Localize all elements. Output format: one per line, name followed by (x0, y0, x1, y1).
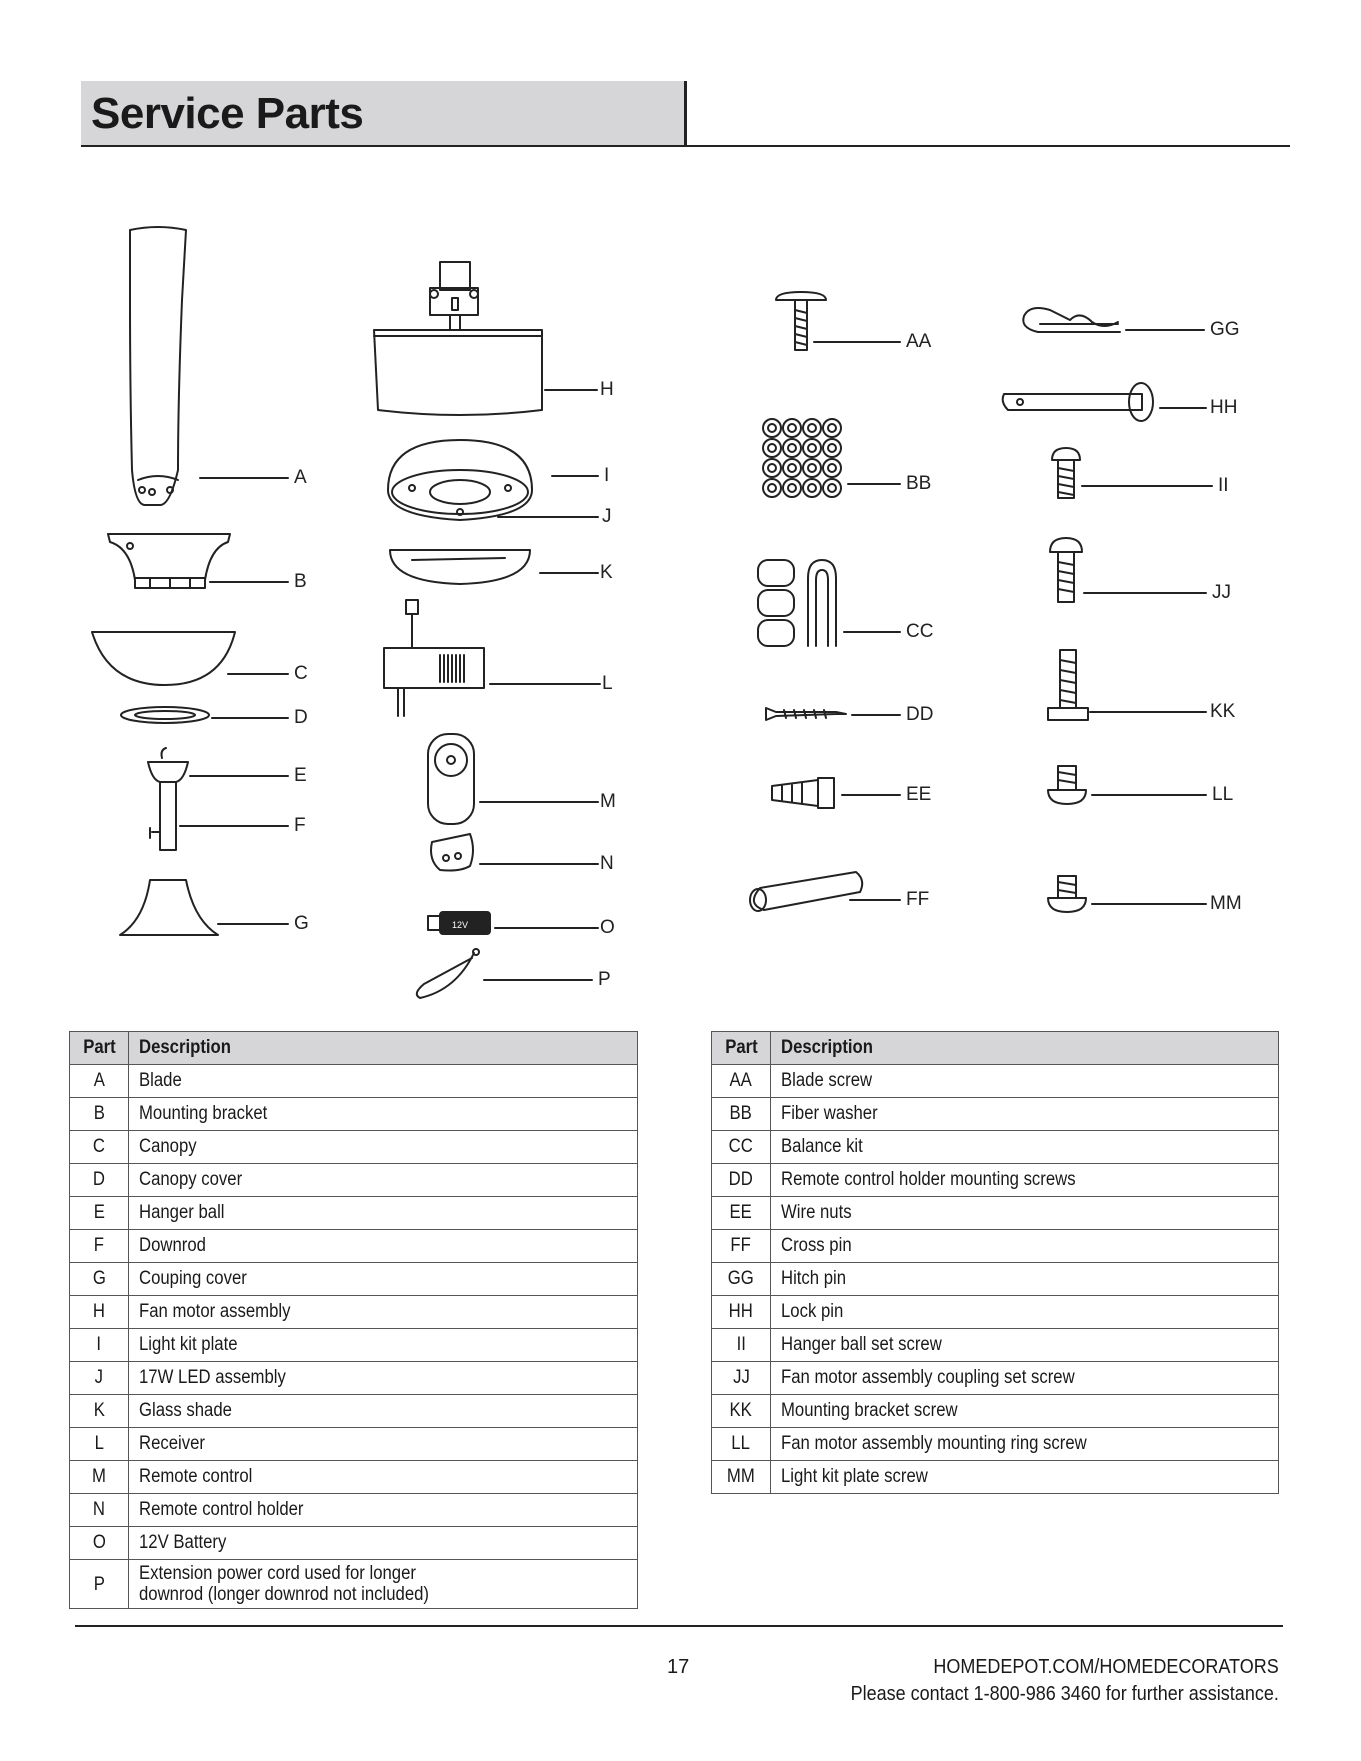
page-title: Service Parts (91, 89, 364, 138)
part-description: Canopy (129, 1131, 638, 1164)
part-code: C (70, 1131, 129, 1164)
part-description: Glass shade (129, 1395, 638, 1428)
part-code: DD (712, 1164, 771, 1197)
callout-f: F (294, 815, 306, 836)
callout-gg: GG (1210, 319, 1240, 340)
table-row (70, 1428, 638, 1461)
table-row (70, 1395, 638, 1428)
part-description: Lock pin (771, 1296, 1279, 1329)
part-description: Remote control holder mounting screws (771, 1164, 1279, 1197)
part-code: KK (712, 1395, 771, 1428)
part-description: Hanger ball set screw (771, 1329, 1279, 1362)
table-row (712, 1098, 1279, 1131)
part-description: Fan motor assembly coupling set screw (771, 1362, 1279, 1395)
part-description: Blade screw (771, 1065, 1279, 1098)
coupling-screw-drawing (1050, 538, 1082, 602)
table-row (70, 1329, 638, 1362)
table-row (712, 1296, 1279, 1329)
callout-b: B (294, 571, 307, 592)
table-row (70, 1131, 638, 1164)
part-code: JJ (712, 1362, 771, 1395)
part-code: D (70, 1164, 129, 1197)
part-code: A (70, 1065, 129, 1098)
table-row (70, 1164, 638, 1197)
table-row (70, 1560, 638, 1609)
part-description: Fiber washer (771, 1098, 1279, 1131)
callout-a: A (294, 467, 307, 488)
part-code: F (70, 1230, 129, 1263)
part-code: FF (712, 1230, 771, 1263)
parts-table-left (69, 1031, 638, 1609)
downrod-drawing (148, 748, 188, 850)
part-description: Remote control holder (129, 1494, 638, 1527)
part-description: Couping cover (129, 1263, 638, 1296)
wire-nut-drawing (772, 778, 834, 808)
table-row (712, 1428, 1279, 1461)
part-code: BB (712, 1098, 771, 1131)
callout-o: O (600, 917, 615, 938)
part-code: AA (712, 1065, 771, 1098)
light-kit-plate-drawing (388, 440, 532, 520)
part-code: II (712, 1329, 771, 1362)
callout-d: D (294, 707, 308, 728)
part-description: Mounting bracket screw (771, 1395, 1279, 1428)
remote-holder-drawing (431, 834, 473, 871)
part-description: Extension power cord used for longer downrod (longer downrod not included) (129, 1560, 638, 1609)
part-description: Receiver (129, 1428, 638, 1461)
callout-ee: EE (906, 784, 932, 805)
table-row (712, 1461, 1279, 1494)
table-row (712, 1329, 1279, 1362)
callout-p: P (598, 969, 611, 990)
part-code: K (70, 1395, 129, 1428)
set-screw-drawing (1052, 448, 1080, 498)
part-description: Fan motor assembly (129, 1296, 638, 1329)
callout-i: I (604, 465, 610, 486)
part-code: B (70, 1098, 129, 1131)
callout-hh: HH (1210, 397, 1238, 418)
part-code: HH (712, 1296, 771, 1329)
part-description: Light kit plate (129, 1329, 638, 1362)
part-column-header: Part (70, 1032, 129, 1065)
part-code: LL (712, 1428, 771, 1461)
bracket-screw-drawing (1048, 650, 1088, 720)
fiber-washer-drawing (763, 419, 841, 497)
cross-pin-drawing (750, 872, 862, 911)
callout-kk: KK (1210, 701, 1236, 722)
plate-screw-drawing (1048, 876, 1086, 912)
callout-j: J (602, 506, 612, 527)
part-description: Fan motor assembly mounting ring screw (771, 1428, 1279, 1461)
hitch-pin-drawing (1023, 308, 1120, 332)
part-code: CC (712, 1131, 771, 1164)
callout-n: N (600, 853, 614, 874)
callout-cc: CC (906, 621, 934, 642)
table-row (70, 1494, 638, 1527)
part-code: G (70, 1263, 129, 1296)
coupling-cover-drawing (120, 880, 218, 935)
callout-m: M (600, 791, 616, 812)
part-code: MM (712, 1461, 771, 1494)
part-description: Remote control (129, 1461, 638, 1494)
page-number: 17 (667, 1656, 690, 1678)
table-row (712, 1065, 1279, 1098)
part-description: Downrod (129, 1230, 638, 1263)
description-column-header: Description (771, 1032, 1279, 1065)
table-row (70, 1296, 638, 1329)
part-description: Blade (129, 1065, 638, 1098)
table-row (712, 1395, 1279, 1428)
part-description: 17W LED assembly (129, 1362, 638, 1395)
callout-mm: MM (1210, 893, 1242, 914)
callout-jj: JJ (1212, 582, 1231, 603)
receiver-drawing (384, 600, 484, 716)
glass-shade-drawing (390, 550, 530, 584)
table-row (70, 1263, 638, 1296)
part-code: M (70, 1461, 129, 1494)
part-description: Hanger ball (129, 1197, 638, 1230)
callout-k: K (600, 562, 613, 583)
lock-pin-drawing (1003, 383, 1153, 421)
table-header-row (70, 1032, 638, 1065)
callout-g: G (294, 913, 309, 934)
callout-l: L (602, 673, 613, 694)
table-row (712, 1362, 1279, 1395)
table-row (712, 1164, 1279, 1197)
remote-control-drawing (428, 734, 474, 824)
part-description: Cross pin (771, 1230, 1279, 1263)
part-code: L (70, 1428, 129, 1461)
table-row (70, 1362, 638, 1395)
callout-h: H (600, 379, 614, 400)
callout-ii: II (1218, 475, 1229, 496)
part-code: EE (712, 1197, 771, 1230)
part-description: Mounting bracket (129, 1098, 638, 1131)
part-code: GG (712, 1263, 771, 1296)
part-description: Light kit plate screw (771, 1461, 1279, 1494)
blade-drawing (130, 227, 186, 505)
table-header-row (712, 1032, 1279, 1065)
callout-aa: AA (906, 331, 932, 352)
fan-motor-drawing (374, 262, 542, 415)
part-code: H (70, 1296, 129, 1329)
canopy-drawing (92, 632, 235, 685)
parts-table-right (711, 1031, 1279, 1494)
part-description: Wire nuts (771, 1197, 1279, 1230)
part-code: E (70, 1197, 129, 1230)
footer-contact: Please contact 1-800-986 3460 for further assistance. (850, 1683, 1279, 1705)
footer-divider (75, 1625, 1283, 1627)
callout-dd: DD (906, 704, 934, 725)
callout-ll: LL (1212, 784, 1234, 805)
part-code: N (70, 1494, 129, 1527)
part-code: J (70, 1362, 129, 1395)
part-code: P (70, 1560, 129, 1609)
battery-label: 12V (452, 920, 469, 930)
table-row (70, 1461, 638, 1494)
callout-ff: FF (906, 889, 930, 910)
table-row (712, 1263, 1279, 1296)
part-column-header: Part (712, 1032, 771, 1065)
holder-screw-drawing (766, 708, 846, 720)
table-row (712, 1197, 1279, 1230)
table-row (70, 1098, 638, 1131)
table-row (712, 1131, 1279, 1164)
ring-screw-drawing (1048, 766, 1086, 804)
footer-website: HOMEDEPOT.COM/HOMEDECORATORS (933, 1656, 1279, 1678)
part-code: O (70, 1527, 129, 1560)
callout-c: C (294, 663, 308, 684)
table-row (70, 1197, 638, 1230)
part-description: Hitch pin (771, 1263, 1279, 1296)
part-description: Canopy cover (129, 1164, 638, 1197)
canopy-cover-drawing (121, 707, 209, 723)
mounting-bracket-drawing (108, 534, 230, 588)
balance-kit-drawing (758, 560, 836, 646)
table-row (70, 1230, 638, 1263)
description-column-header: Description (129, 1032, 638, 1065)
table-row (70, 1065, 638, 1098)
part-code: I (70, 1329, 129, 1362)
callout-bb: BB (906, 473, 932, 494)
extension-cord-drawing (417, 949, 479, 998)
part-description: 12V Battery (129, 1527, 638, 1560)
part-description: Balance kit (771, 1131, 1279, 1164)
table-row (70, 1527, 638, 1560)
table-row (712, 1230, 1279, 1263)
callout-e: E (294, 765, 307, 786)
